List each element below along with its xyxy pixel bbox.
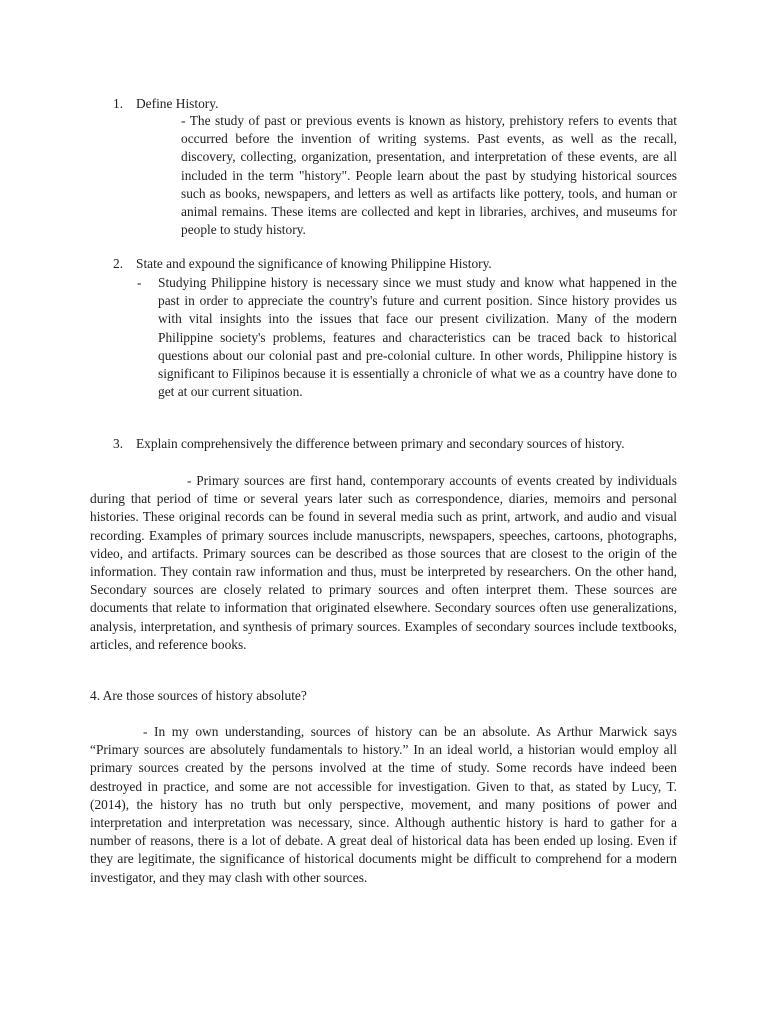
question-2-text: State and expound the significance of knowing Philippine History. [136, 256, 492, 271]
question-1-number: 1. [113, 96, 124, 111]
question-1-answer: - The study of past or previous events is known as history, prehistory refers to events that occurred before the invention of writing systems. Past events, as well as the recall, discovery, collecting, organization, presentation, and interpretation of these events, are all included in the term "history". People learn about the past by studying historical sources such as books, newspapers, and letters as well as artifacts like pottery, tools, and human or animal remains. These items are collected and kept in libraries, archives, and museums for people to study history. [181, 113, 677, 238]
question-4-text: 4. Are those sources of history absolute? [90, 688, 307, 703]
question-3-text: Explain comprehensively the difference between primary and secondary sources of history. [136, 436, 625, 451]
question-1-text: Define History. [136, 96, 219, 111]
question-3-answer: - Primary sources are first hand, contemporary accounts of events created by individuals during that period of time or several years later such as correspondence, diaries, memoirs and personal histories. These original records can be found in several media such as print, artwork, and audio and visual recording. Examples of primary sources include manuscripts, newspapers, speeches, cartoons, photographs, video, and artifacts. Primary sources can be described as those sources that are closest to the origin of the information. They contain raw information and thus, must be interpreted by researchers. On the other hand, Secondary sources are closely related to primary sources and often interpret them. These sources are documents that relate to information that originated elsewhere. Secondary sources often use generalizations, analysis, interpretation, and synthesis of primary sources. Examples of secondary sources include textbooks, articles, and reference books. [90, 473, 677, 652]
question-3-number: 3. [113, 436, 124, 451]
question-2-dash: - [137, 275, 142, 290]
question-4-answer: - In my own understanding, sources of history can be an absolute. As Arthur Marwick says “Primary sources are absolutely fundamentals to history.” In an ideal world, a historian would employ all primary sources created by the persons involved at the time of study. Some records have indeed been destroyed in practice, and some are not accessible for investigation. Given to that, as stated by Lucy, T. (2014), the history has no truth but only perspective, movement, and many positions of power and interpretation and interpretation was necessary, since. Although authentic history is hard to gather for a number of reasons, there is a lot of debate. A great deal of historical data has been ended up losing. Even if they are legitimate, the significance of historical documents might be difficult to comprehend for a modern investigator, and they may clash with other sources. [90, 724, 677, 885]
question-2-number: 2. [113, 256, 124, 271]
question-2-answer: Studying Philippine history is necessary since we must study and know what happened in the past in order to appreciate the country's future and current position. Since history provides us with vital insights into the issues that face our present civilization. Many of the modern Philippine society's problems, features and characteristics can be traced back to historical questions about our colonial past and pre-colonial culture. In other words, Philippine history is significant to Filipinos because it is essentially a chronicle of what we as a country have done to get at our current situation. [158, 275, 677, 400]
